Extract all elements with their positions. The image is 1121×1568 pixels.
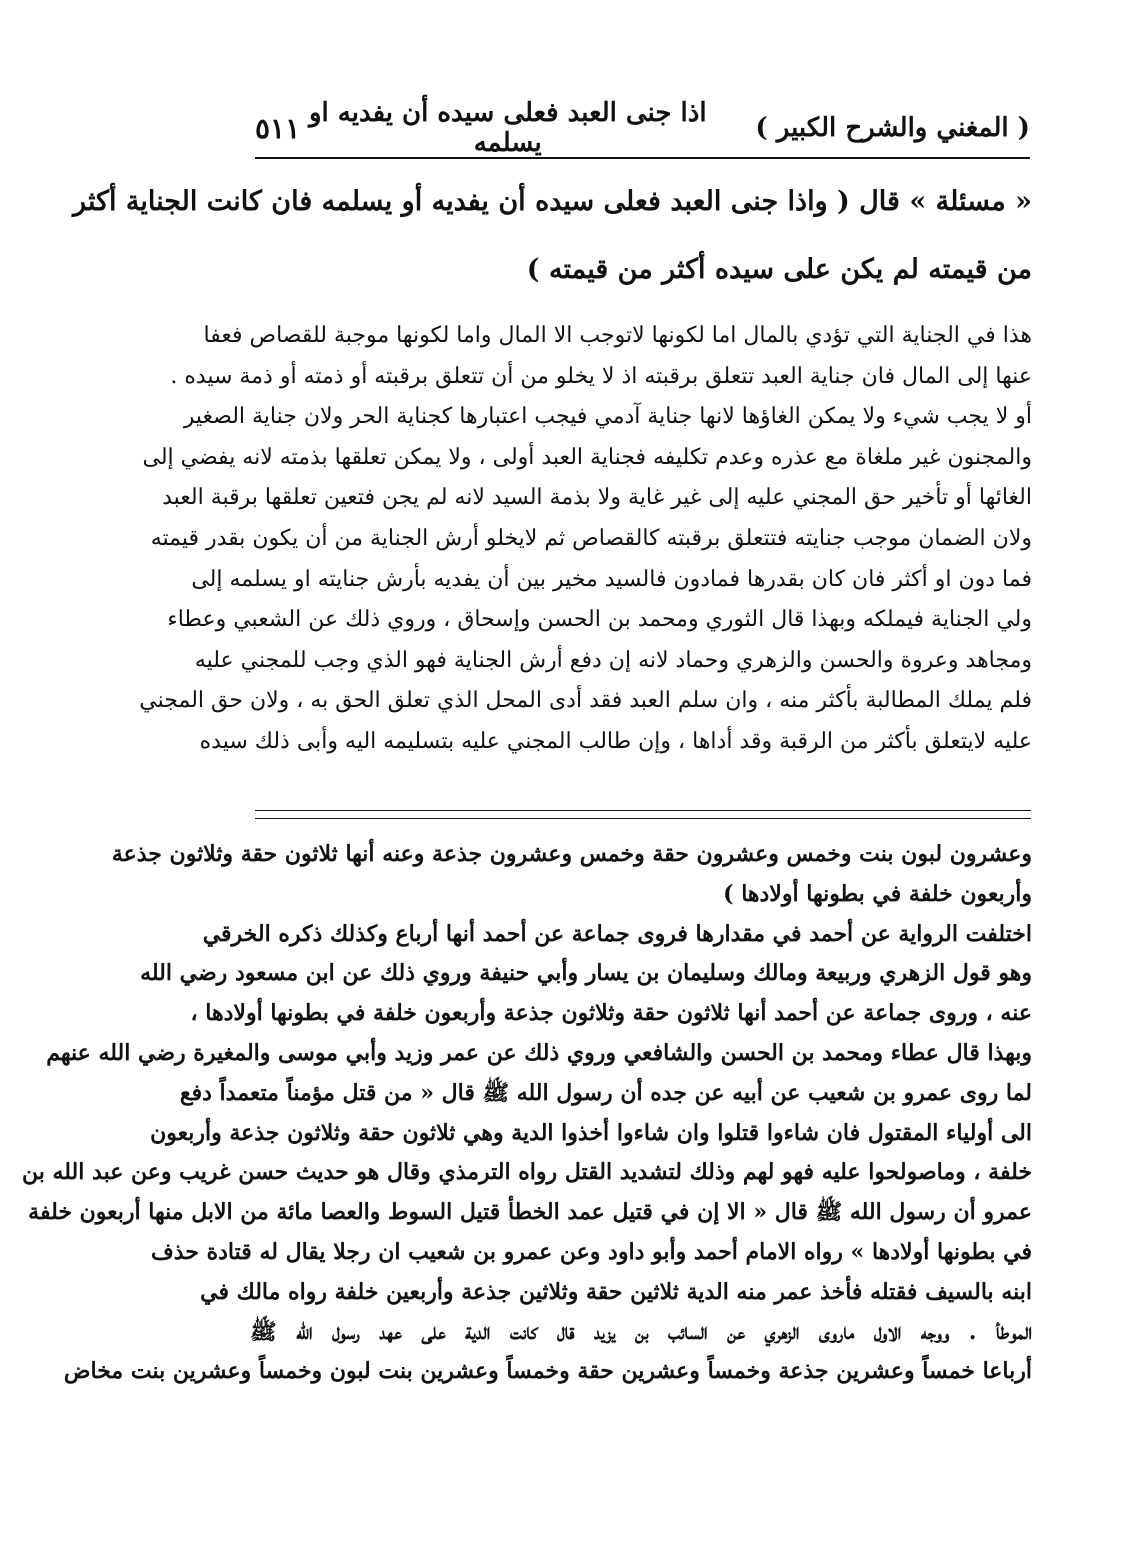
main-text [139,316,1032,763]
body-line: ومجاهد وعروة والحسن والزهري وحماد لانه إن دفع أرش الجناية فهو الذي وجب للمجني عليه [194,647,1032,673]
commentary-line: وهو قول الزهري وربيعة ومالك وسليمان بن يسار وأبي حنيفة وروي ذلك عن ابن مسعود رضي الله [140,960,1032,987]
separator-rule [255,818,1031,819]
commentary-line: وبهذا قال عطاء ومحمد بن الحسن والشافعي وروي ذلك عن عمر وزيد وأبي موسى والمغيرة رضي الله عنهم [46,1039,1032,1066]
commentary-line: الموطأ . ووجه الاول ماروى الزهري عن السائب بن يزيد قال كانت الدية على عهد رسول الله ﷺ [250,1318,1032,1345]
body-line: فما دون او أكثر فان كان بقدرها فمادون فالسيد مخير بين أن يفديه بأرش جنايته او يسلمه إلى [191,566,1032,592]
body-line: ولي الجناية فيملكه وبهذا قال الثوري ومحمد بن الحسن وإسحاق ، وروي ذلك عن الشعبي وعطاء [167,607,1032,633]
commentary-line: الى أولياء المقتول فان شاءوا قتلوا وان شاءوا أخذوا الدية وهي ثلاثون حقة وثلاثون جذعة وأربعون [150,1119,1032,1146]
body-line: هذا في الجناية التي تؤدي بالمال اما لكونها لاتوجب الا المال واما لكونها موجبة للقصاص فعفا [203,323,1032,348]
commentary-line: وعشرون لبون بنت وخمس وعشرون حقة وخمس وعشرون جذعة وعنه أنها ثلاثون حقة وثلاثون جذعة [111,841,1032,867]
commentary-line: اختلفت الرواية عن أحمد في مقدارها فروى جماعة عن أحمد أنها أرباع وكذلك ذكره الخرقي [202,920,1032,947]
page-header [255,98,1030,158]
commentary-line: عنه ، وروى جماعة عن أحمد أنها ثلاثون حقة وثلاثون جذعة وأربعون خلفة في بطونها أولادها ، [190,1000,1032,1027]
body-line: الغائها أو تأخير حق المجني عليه إلى غير غاية ولا بذمة السيد لانه لم يجن فتعين تعلقها برقبة العبد [162,485,1032,511]
body-line: عنها إلى المال فان جناية العبد تتعلق برقبته اذ لا يخلو من أن تتعلق برقبته أو ذمته أو ذمة سيده . [170,363,1032,389]
body-line: والمجنون غير ملغاة مع عذره وعدم تكليفه فجناية العبد أولى ، ولا يمكن تعلقها بذمته لانه يفضي إلى [142,444,1032,470]
commentary-text [21,835,1032,1392]
body-line: فلم يملك المطالبة بأكثر منه ، وان سلم العبد فقد أدى المحل الذي تعلق الحق به ، ولان حق المجني [139,688,1032,714]
heading-line: من قيمته لم يكن على سيده أكثر من قيمته ) [526,254,1032,285]
masala-heading [73,168,1032,304]
body-line: أو لا يجب شيء ولا يمكن الغاؤها لانها جناية آدمي فيجب اعتبارها كجناية الحر ولان جناية الصغير [183,404,1032,430]
separator-rule [255,810,1031,811]
body-line: عليه لايتعلق بأكثر من الرقبة وقد أداها ، وإن طالب المجني عليه بتسليمه اليه وأبى ذلك سيده [199,728,1032,754]
commentary-line: خلفة ، وماصولحوا عليه فهو لهم وذلك لتشديد القتل رواه الترمذي وقال هو حديث حسن غريب وعن عبد الله بن [21,1159,1032,1186]
page-number: ٥١١ [255,111,301,145]
commentary-line: وأربعون خلفة في بطونها أولادها ) [723,880,1032,907]
header-rule [255,157,1030,159]
heading-line: « مسئلة » قال ( واذا جنى العبد فعلى سيده أن يفديه أو يسلمه فان كانت الجناية أكثر [73,186,1032,217]
commentary-line: أرباعا خمساً وعشرين جذعة وخمساً وعشرين حقة وخمساً وعشرين بنت لبون وخمساً وعشرين بنت مخاض [63,1358,1032,1385]
body-line: ولان الضمان موجب جنايته فتتعلق برقبته كالقصاص ثم لايخلو أرش الجناية من أن يكون بقدر قيمته [150,525,1032,551]
commentary-line: في بطونها أولادها » رواه الامام أحمد وأبو داود وعن عمرو بن شعيب ان رجلا يقال له قتادة حذف [151,1238,1032,1265]
commentary-line: عمرو أن رسول الله ﷺ قال « الا إن في قتيل عمد الخطأ قتيل السوط والعصا مائة من الابل منها أربعون خلفة [28,1199,1032,1226]
section-subject: اذا جنى العبد فعلى سيده أن يفديه او يسلمه [308,98,707,158]
commentary-line: ابنه بالسيف فقتله فأخذ عمر منه الدية ثلاثين حقة وثلاثين جذعة وأربعين خلفة رواه مالك في [200,1278,1032,1305]
running-title: ( المغني والشرح الكبير ) [755,113,1030,143]
commentary-line: لما روى عمرو بن شعيب عن أبيه عن جده أن رسول الله ﷺ قال « من قتل مؤمناً متعمداً دفع [179,1079,1032,1106]
